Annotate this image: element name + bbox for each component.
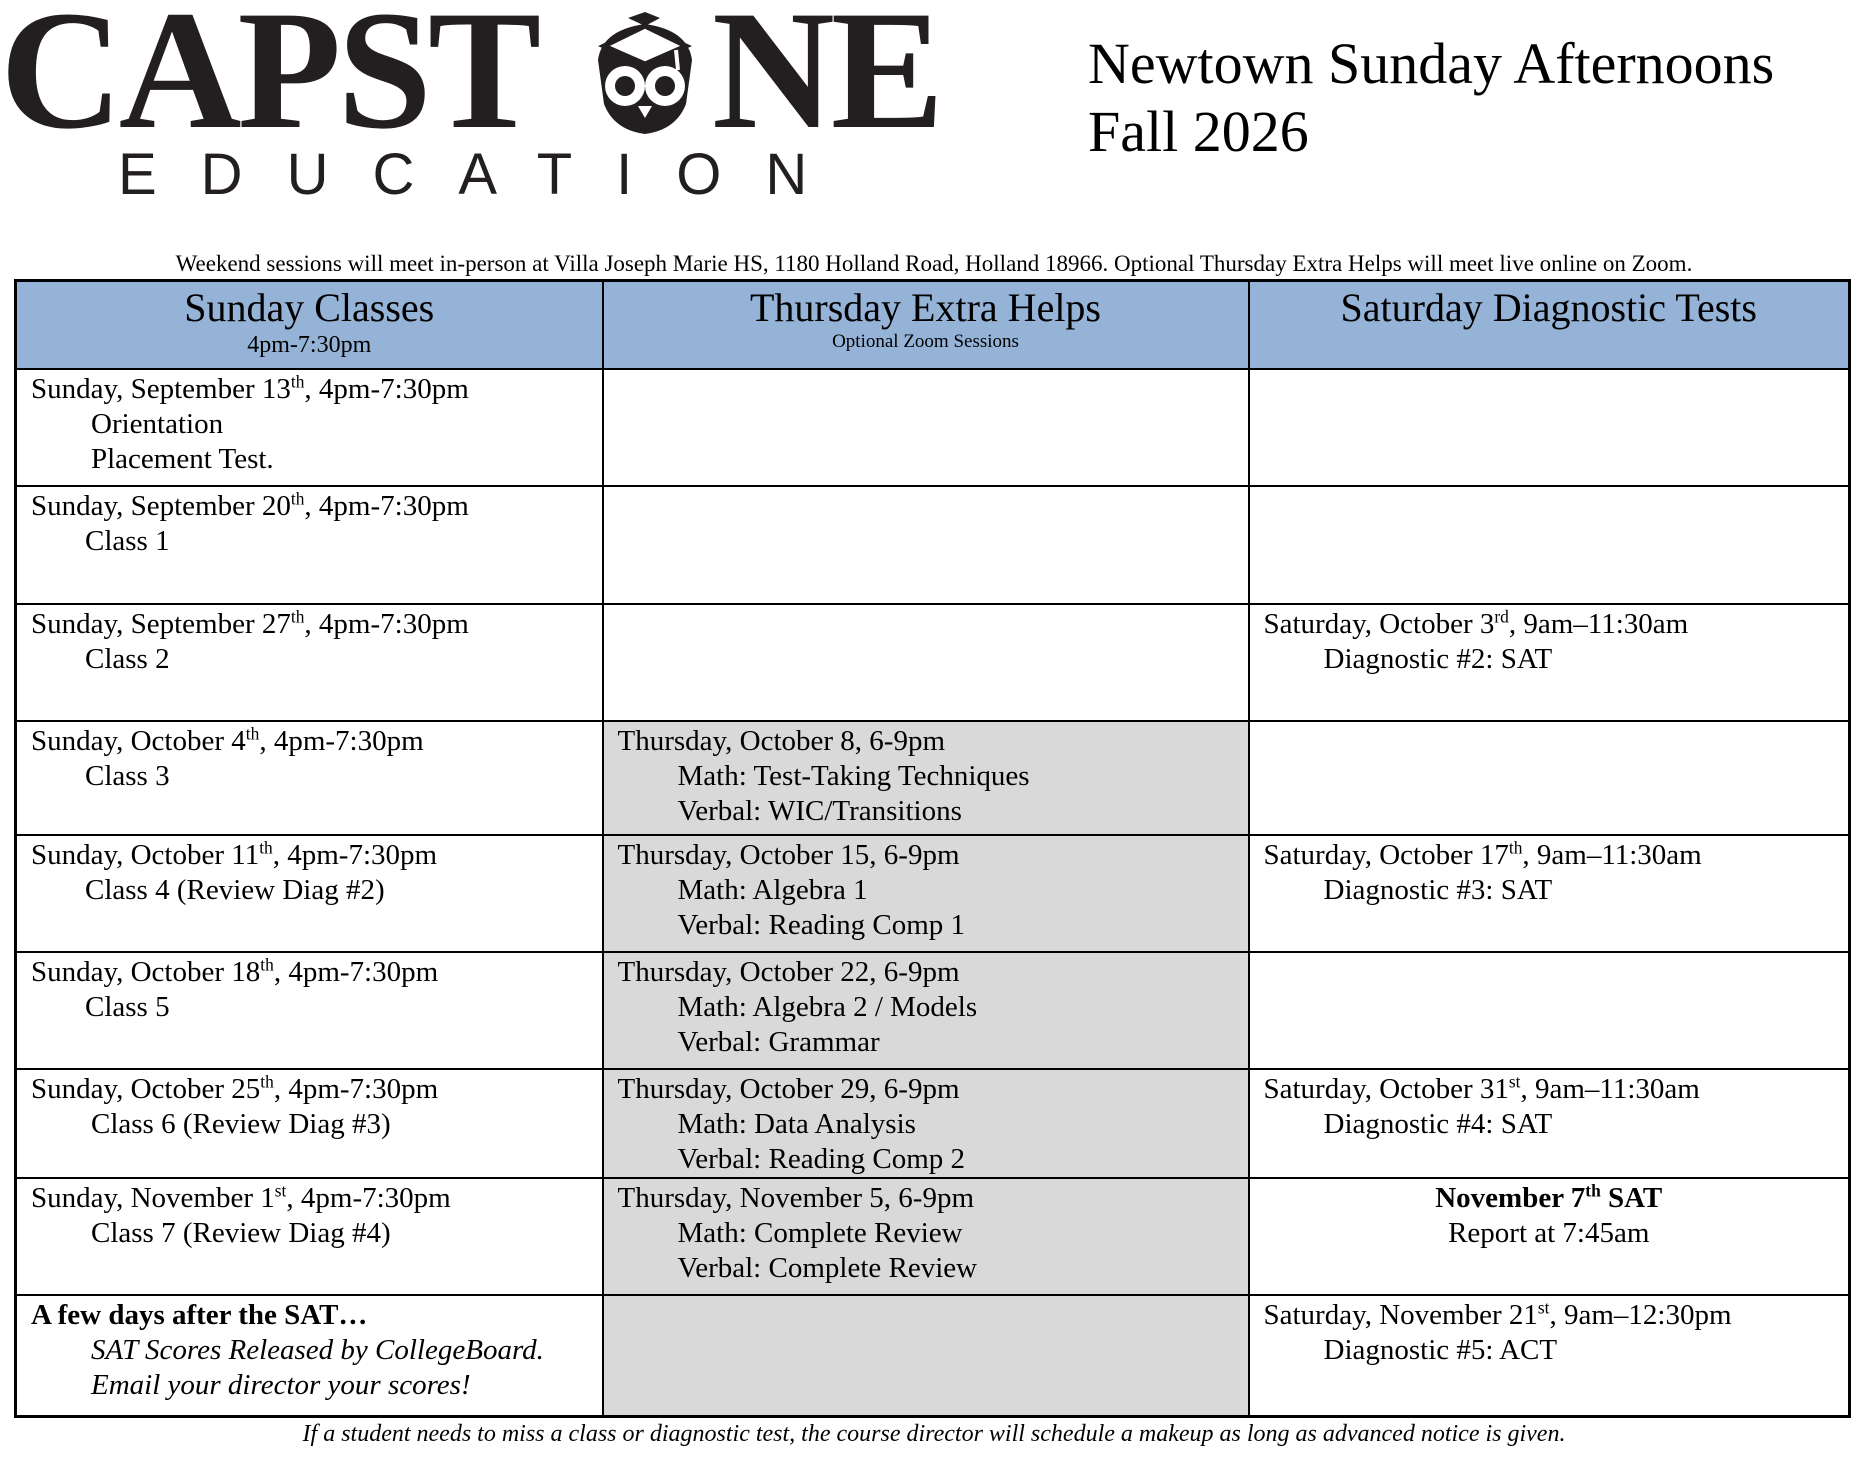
column-header-saturday (1249, 281, 1850, 370)
saturday-entry (1250, 1070, 1849, 1142)
saturday-cell (1249, 721, 1850, 835)
saturday-entry (1250, 836, 1849, 908)
entry-line: SAT Scores Released by CollegeBoard. (91, 1334, 544, 1366)
entry-line: Class 6 (Review Diag #3) (91, 1108, 391, 1140)
date-text: Sunday, October 18 (31, 956, 261, 988)
date-text: Sunday, November 1 (31, 1182, 275, 1214)
saturday-entry (1250, 1296, 1849, 1368)
thursday-cell (603, 1295, 1249, 1416)
time-text: , 9am–11:30am (1508, 608, 1689, 640)
session-date (31, 1181, 602, 1216)
date-text: Sunday, October 4 (31, 725, 246, 757)
saturday-cell (1249, 486, 1850, 604)
entry-line: Placement Test. (91, 443, 274, 475)
column-title: Saturday Diagnostic Tests (1340, 285, 1757, 330)
date-text: Saturday, October 17 (1263, 839, 1509, 871)
entry-line: Verbal: Reading Comp 1 (677, 909, 966, 941)
saturday-cell (1249, 835, 1850, 952)
thursday-cell (603, 952, 1249, 1069)
title-line-1: Newtown Sunday Afternoons (1088, 31, 1775, 96)
sunday-cell (16, 721, 603, 835)
entry-line: Verbal: Reading Comp 2 (677, 1143, 966, 1175)
date-text: Saturday, November 21 (1263, 1299, 1538, 1331)
session-date (31, 724, 602, 759)
schedule-row (16, 835, 1850, 952)
thursday-cell (603, 835, 1249, 952)
sunday-cell (16, 369, 603, 486)
saturday-cell (1249, 1178, 1850, 1295)
thursday-cell (603, 604, 1249, 721)
date-text: Saturday, October 31 (1263, 1073, 1509, 1105)
sunday-entry (17, 722, 602, 794)
time-text: , 9am–12:30pm (1549, 1299, 1732, 1331)
session-date: Thursday, October 8, 6-9pm (617, 725, 946, 757)
sat-test-date (1250, 1181, 1849, 1216)
time-text: , 9am–11:30am (1522, 839, 1702, 871)
entry-line: Verbal: WIC/Transitions (677, 795, 962, 827)
schedule-row (16, 1178, 1850, 1295)
session-date: Thursday, November 5, 6-9pm (617, 1182, 975, 1214)
ordinal-suffix: th (260, 954, 274, 975)
date-text: Sunday, September 20 (31, 490, 291, 522)
schedule-row (16, 1069, 1850, 1178)
saturday-cell (1249, 1295, 1850, 1416)
ordinal-suffix: th (260, 1071, 274, 1092)
ordinal-suffix: th (245, 723, 260, 744)
entry-line: Diagnostic #4: SAT (1323, 1108, 1553, 1140)
sunday-entry (17, 836, 602, 908)
date-text: Saturday, October 3 (1263, 608, 1495, 640)
schedule-table (14, 279, 1851, 1418)
session-date (1264, 838, 1849, 873)
sunday-entry (17, 1179, 602, 1251)
sunday-cell (16, 604, 603, 721)
time-text: , 4pm-7:30pm (304, 373, 469, 405)
ordinal-suffix: th (1508, 837, 1523, 858)
sunday-entry (17, 953, 602, 1025)
schedule-row (16, 369, 1850, 486)
ordinal-suffix: st (274, 1180, 287, 1201)
column-subtitle: Optional Zoom Sessions (832, 331, 1019, 352)
session-date (31, 955, 602, 990)
ordinal-suffix: th (290, 606, 305, 627)
makeup-policy-note: If a student needs to miss a class or diagnostic test, the course director will schedule a makeup as long as advanced notice is given. (302, 1421, 1566, 1447)
saturday-entry (1250, 1179, 1849, 1251)
logo-letters-right: NE (712, 0, 941, 164)
saturday-cell (1249, 604, 1850, 721)
thursday-entry (604, 953, 1248, 1060)
session-date (31, 607, 602, 642)
sunday-entry (17, 487, 602, 559)
entry-line: Verbal: Complete Review (677, 1252, 978, 1284)
owl-mascot-icon (580, 8, 710, 138)
time-text: , 4pm-7:30pm (273, 956, 439, 988)
entry-line: Diagnostic #5: ACT (1323, 1334, 1558, 1366)
session-date (1264, 607, 1849, 642)
time-text: SAT (1600, 1182, 1663, 1214)
sunday-entry (17, 1070, 602, 1142)
logo-subtitle: EDUCATION (118, 142, 852, 207)
sunday-cell (16, 1178, 603, 1295)
thursday-cell (603, 486, 1249, 604)
sunday-cell (16, 835, 603, 952)
thursday-cell (603, 721, 1249, 835)
entry-line: Math: Complete Review (677, 1217, 963, 1249)
logo-letters-left: CAPST (0, 0, 538, 164)
thursday-entry (604, 722, 1248, 829)
time-text: , 4pm-7:30pm (304, 490, 469, 522)
thursday-cell (603, 1178, 1249, 1295)
entry-line: Math: Algebra 1 (677, 874, 868, 906)
ordinal-suffix: st (1508, 1071, 1521, 1092)
column-title: Thursday Extra Helps (749, 285, 1101, 330)
thursday-entry (604, 1179, 1248, 1286)
thursday-cell (603, 369, 1249, 486)
entry-line: Orientation (91, 408, 224, 440)
entry-line: Math: Test-Taking Techniques (677, 760, 1030, 792)
header-row (16, 281, 1850, 370)
entry-line: Class 5 (85, 991, 170, 1023)
entry-line: Report at 7:45am (1448, 1217, 1650, 1249)
date-text: Sunday, September 27 (31, 608, 291, 640)
sunday-cell (16, 952, 603, 1069)
entry-line: Diagnostic #2: SAT (1323, 643, 1553, 675)
title-line-2: Fall 2026 (1088, 99, 1309, 164)
time-text: , 4pm-7:30pm (273, 1073, 439, 1105)
column-header-thursday (603, 281, 1249, 370)
session-date (31, 489, 602, 524)
session-date: Thursday, October 29, 6-9pm (617, 1073, 960, 1105)
entry-line: Math: Algebra 2 / Models (677, 991, 978, 1023)
ordinal-suffix: th (290, 371, 305, 392)
schedule-row (16, 604, 1850, 721)
date-text: Sunday, October 25 (31, 1073, 261, 1105)
capstone-logo (0, 0, 945, 205)
saturday-cell (1249, 952, 1850, 1069)
entry-line: Class 3 (85, 760, 170, 792)
session-date (1264, 1298, 1849, 1333)
session-date (31, 838, 602, 873)
session-date (1264, 1072, 1849, 1107)
sunday-cell (16, 486, 603, 604)
sunday-entry (17, 605, 602, 677)
entry-line: Class 7 (Review Diag #4) (91, 1217, 391, 1249)
entry-line: Class 2 (85, 643, 170, 675)
saturday-cell (1249, 369, 1850, 486)
entry-line: Verbal: Grammar (677, 1026, 880, 1058)
session-date: Thursday, October 15, 6-9pm (617, 839, 960, 871)
entry-line: Class 4 (Review Diag #2) (85, 874, 385, 906)
page-title (1088, 30, 1774, 166)
thursday-entry (604, 836, 1248, 943)
logo-wordmark (0, 0, 945, 164)
time-text: , 4pm-7:30pm (286, 1182, 451, 1214)
sunday-cell (16, 1295, 603, 1416)
column-header-sunday (16, 281, 603, 370)
entry-line: Class 1 (85, 525, 170, 557)
time-text: , 9am–11:30am (1520, 1073, 1700, 1105)
saturday-entry (1250, 605, 1849, 677)
date-text: Sunday, September 13 (31, 373, 291, 405)
thursday-entry (604, 1070, 1248, 1177)
ordinal-suffix: st (1537, 1297, 1550, 1318)
session-date (31, 1072, 602, 1107)
ordinal-suffix: rd (1494, 606, 1509, 627)
entry-line: Diagnostic #3: SAT (1323, 874, 1553, 906)
session-date (31, 372, 602, 407)
session-date: Thursday, October 22, 6-9pm (617, 956, 960, 988)
schedule-row (16, 1295, 1850, 1416)
schedule-row (16, 952, 1850, 1069)
entry-line: Math: Data Analysis (677, 1108, 916, 1140)
ordinal-suffix: th (259, 837, 273, 858)
time-text: , 4pm-7:30pm (259, 725, 424, 757)
ordinal-suffix: th (1585, 1180, 1601, 1201)
entry-line: Email your director your scores! (91, 1369, 471, 1401)
date-text: Sunday, October 11 (31, 839, 260, 871)
time-text: , 4pm-7:30pm (272, 839, 438, 871)
entry-heading: A few days after the SAT… (31, 1299, 368, 1331)
ordinal-suffix: th (290, 488, 305, 509)
schedule-row (16, 721, 1850, 835)
column-subtitle: 4pm-7:30pm (247, 332, 372, 358)
location-notice: Weekend sessions will meet in-person at Villa Joseph Marie HS, 1180 Holland Road, Holland 18966. Optional Thursday Extra Helps will meet live online on Zoom. (175, 251, 1693, 276)
column-title: Sunday Classes (184, 285, 435, 330)
thursday-cell (603, 1069, 1249, 1178)
saturday-cell (1249, 1069, 1850, 1178)
date-text: November 7 (1435, 1182, 1586, 1214)
schedule-row (16, 486, 1850, 604)
sunday-entry (17, 370, 602, 477)
time-text: , 4pm-7:30pm (304, 608, 469, 640)
sunday-entry (17, 1296, 602, 1403)
sunday-cell (16, 1069, 603, 1178)
